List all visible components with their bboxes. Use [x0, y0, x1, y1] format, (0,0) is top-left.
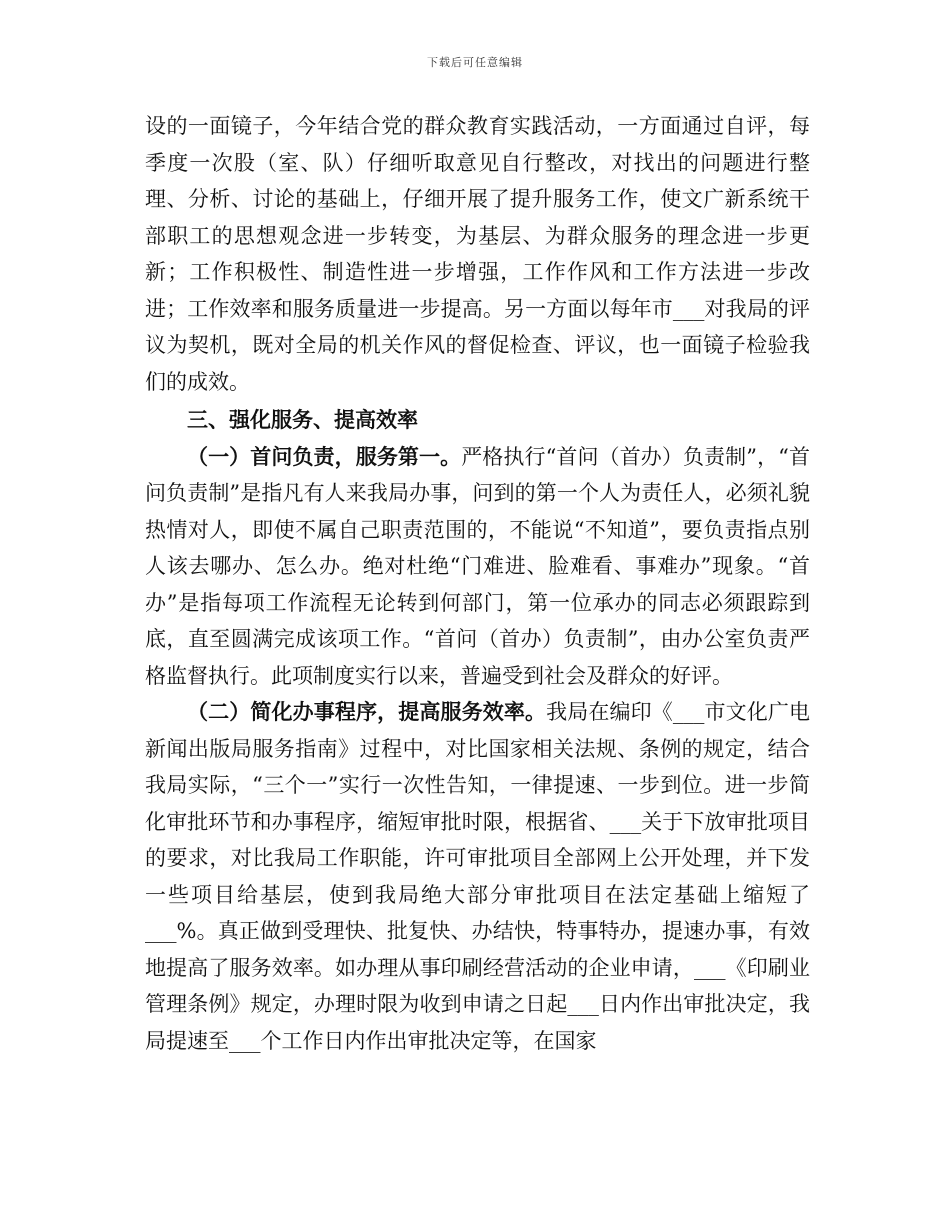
paragraph-continuation [145, 108, 810, 400]
paragraph-simplify-procedures [145, 694, 810, 1059]
paragraph-text: 设的一面镜子，今年结合党的群众教育实践活动，一方面通过自评，每季度一次股（室、队）仔细听取意见自行整改，对找出的问题进行整理、分析、讨论的基础上，仔细开展了提升服务工作，使文广新系统干部职工的思想观念进一步转变，为基层、为群众服务的理念进一步更新；工作积极性、制造性进一步增强，工作作风和工作方法进一步改进；工作效率和服务质量进一步提高。另一方面以每年市___对我局的评议为契机，既对全局的机关作风的督促检查、评议，也一面镜子检验我们的成效。 [145, 114, 810, 394]
paragraph-text: 严格执行“首问（首办）负责制”，“首问负责制”是指凡有人来我局办事，问到的第一个人为责任人，必须礼貌热情对人，即使不属自己职责范围的，不能说“不知道”，要负责指点别人该去哪办、怎么办。绝对杜绝“门难进、脸难看、事难办”现象。“首办”是指每项工作流程无论转到何部门，第一位承办的同志必须跟踪到底，直至圆满完成该项工作。“首问（首办）负责制”，由办公室负责严格监督执行。此项制度实行以来，普遍受到社会及群众的好评。 [145, 444, 811, 688]
page-header: 下载后可任意编辑 [427, 56, 523, 69]
paragraph-lead: （一）首问负责，服务第一。 [187, 443, 462, 469]
paragraph-lead: （二）简化办事程序，提高服务效率。 [187, 699, 547, 724]
section-heading: 三、强化服务、提高效率 [187, 407, 418, 432]
paragraph-text: 我局在编印《___市文化广电新闻出版局服务指南》过程中，对比国家相关法规、条例的规定，结合我局实际，“三个一”实行一次性告知，一律提速、一步到位。进一步简化审批环节和办事程序，缩短审批时限，根据省、___关于下放审批项目的要求，对比我局工作职能，许可审批项目全部网上公开处理，并下发一些项目给基层，使到我局绝大部分审批项目在法定基础上缩短了___%。真正做到受理快、批复快、办结快，特事特办，提速办事，有效地提高了服务效率。如办理从事印刷经营活动的企业申请，___《印刷业管理条例》规定，办理时限为收到申请之日起___日内作出审批决定，我局提速至___个工作日内作出审批决定等，在国家 [145, 700, 810, 1053]
document-body [145, 108, 810, 1059]
paragraph-first-inquiry [145, 439, 810, 695]
